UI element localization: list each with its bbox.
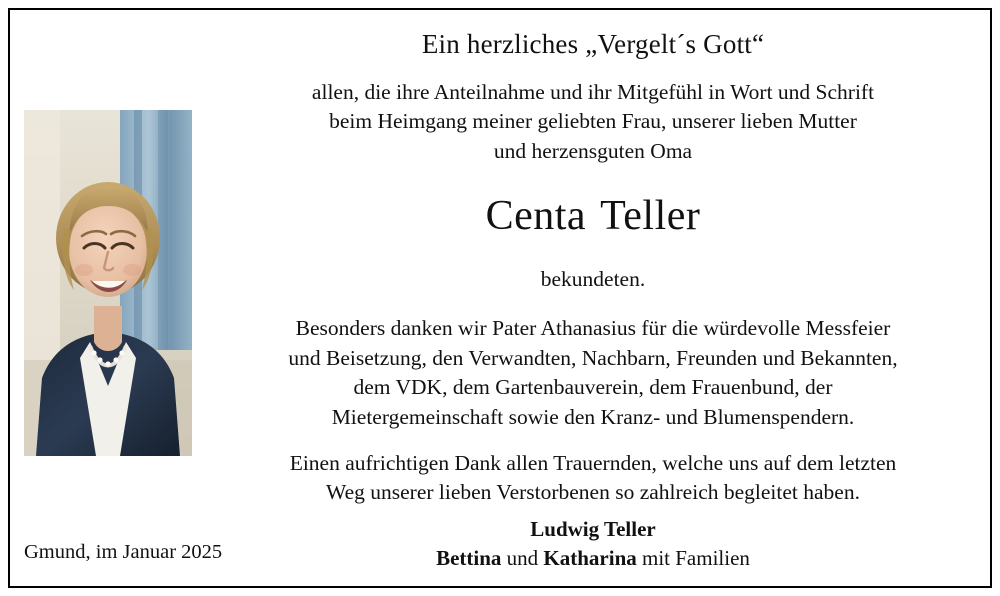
final-line-2: Weg unserer lieben Verstorbenen so zahlreich begleitet haben. <box>326 480 860 505</box>
intro-line-3: und herzensguten Oma <box>493 139 693 164</box>
signature-name-a: Bettina <box>436 545 502 570</box>
signature-line-1: Ludwig Teller <box>530 517 656 542</box>
place-and-date: Gmund, im Januar 2025 <box>24 541 223 563</box>
portrait-photo <box>24 110 192 456</box>
after-name-text: bekundeten. <box>540 266 646 291</box>
signature-conjunction: und <box>501 545 544 570</box>
thanks-line-2: und Beisetzung, den Verwandten, Nachbarn, Freunden und Bekannten, <box>288 345 898 370</box>
thanks-line-4: Mietergemeinschaft sowie den Kranz- und Blumenspendern. <box>331 404 855 429</box>
thanks-line-3: dem VDK, dem Gartenbauverein, dem Frauenbund, der <box>353 375 833 400</box>
signature-name-b: Katharina <box>543 545 637 570</box>
deceased-name <box>210 193 976 239</box>
notice-inner <box>10 10 990 586</box>
deceased-last-name: Teller <box>600 192 701 239</box>
signature-line-2 <box>210 544 976 572</box>
notice-intro <box>210 78 976 167</box>
deceased-first-name: Centa <box>485 192 587 239</box>
intro-line-2: beim Heimgang meiner geliebten Frau, unserer lieben Mutter <box>329 109 857 134</box>
notice-text-column <box>210 16 976 580</box>
thanks-line-1: Besonders danken wir Pater Athanasius für die würdevolle Messfeier <box>295 315 891 340</box>
thanks-paragraph <box>210 314 976 433</box>
signature-suffix: mit Familien <box>636 545 750 570</box>
intro-line-1: allen, die ihre Anteilnahme und ihr Mitgefühl in Wort und Schrift <box>311 79 875 104</box>
portrait-photo-image <box>24 110 192 456</box>
notice-headline: Ein herzliches „Vergelt´s Gott“ <box>421 29 765 59</box>
signature-block <box>210 515 976 572</box>
final-paragraph <box>210 449 976 508</box>
final-line-1: Einen aufrichtigen Dank allen Trauernden, welche uns auf dem letzten <box>289 450 897 475</box>
